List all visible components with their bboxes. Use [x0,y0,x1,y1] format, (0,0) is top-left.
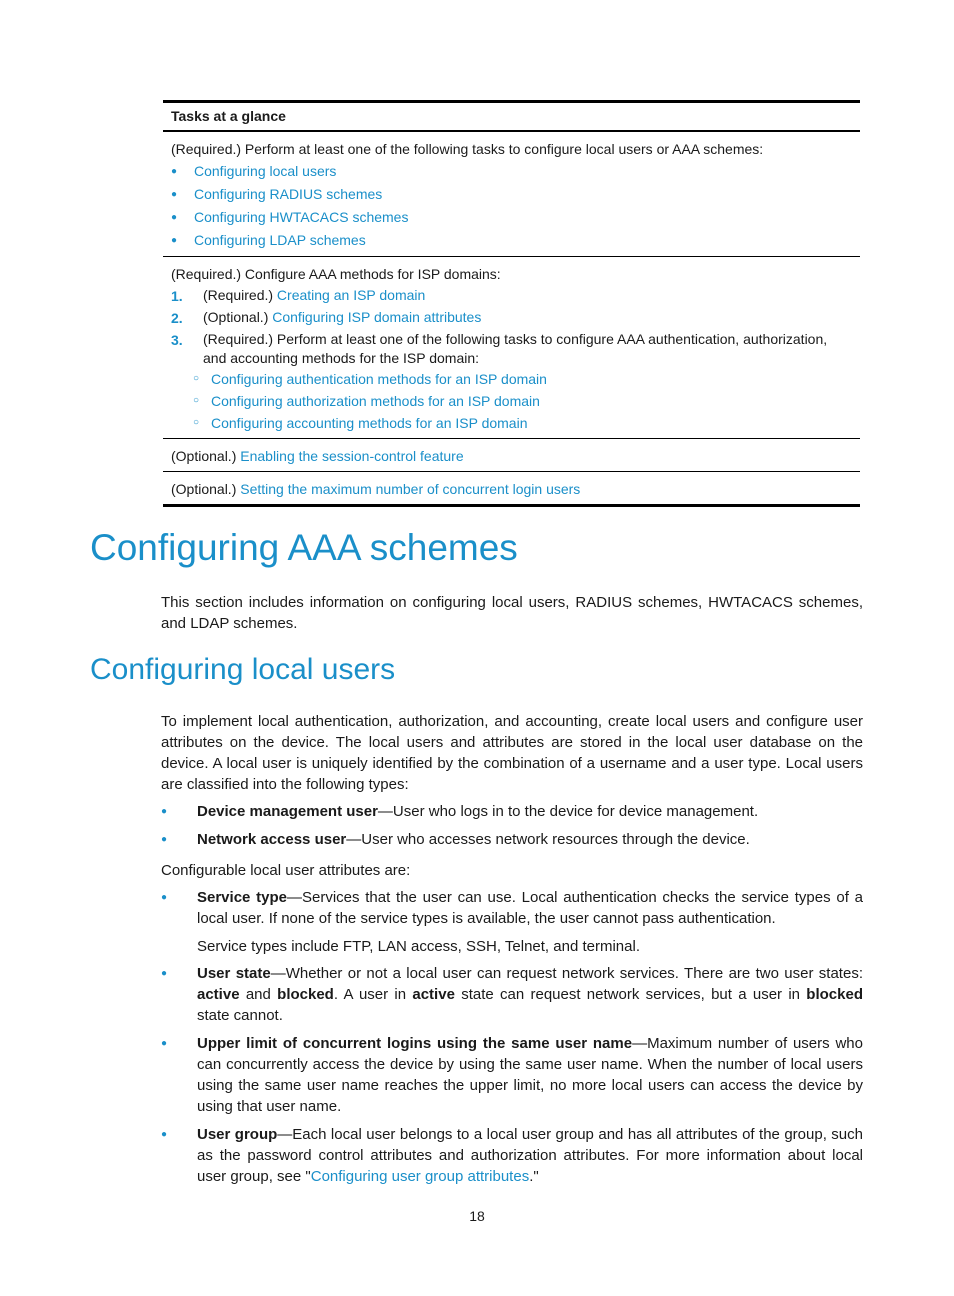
bullet-icon: ● [171,166,178,177]
definition: —User who accesses network resources through the device. [346,831,750,848]
link-authentication-methods[interactable]: Configuring authentication methods for an ISP domain [211,371,547,387]
definition: and [239,986,278,1003]
link-max-concurrent-login[interactable]: Setting the maximum number of concurrent login users [240,481,581,497]
definition: —Services that the user can use. Local authentication checks the service types of a local user. If none of the service types is available, the user cannot pass authentication. [197,889,863,927]
definition: —Maximum number of users who can concurrently access the device by using the same user name. When the number of local users using the same user name reaches the upper limit, no more local users can access the device by using that user name. [197,1035,863,1115]
section-intro: This section includes information on configuring local users, RADIUS schemes, HWTACACS schemes, and LDAP schemes. [161,594,863,632]
bullet-icon: ● [161,834,168,845]
term: Device management user [197,803,378,820]
link-authorization-methods[interactable]: Configuring authorization methods for an ISP domain [211,393,540,409]
tasks-table [163,100,860,507]
term: Network access user [197,831,347,848]
term: Service type [197,889,287,906]
paragraph: Configurable local user attributes are: [161,862,411,879]
bullet-icon: ● [161,1038,168,1049]
term: Upper limit of concurrent logins using the same user name [197,1035,633,1052]
definition: . A user in [333,986,413,1003]
bullet-icon: ● [161,968,168,979]
paragraph: To implement local authentication, authorization, and accounting, create local users and configure user attributes on the device. The local users and attributes are stored in the local user database on the device. A local user is uniquely identified by the combination of a username and a user type. Local users are classified into the following types: [161,713,863,793]
bullet-icon: ● [161,1129,168,1140]
circle-bullet-icon: ○ [193,373,200,384]
link-configuring-ldap-schemes[interactable]: Configuring LDAP schemes [194,232,366,248]
keyword: blocked [806,986,863,1003]
list-item [161,1124,863,1187]
section-title: Configuring AAA schemes [90,527,518,568]
page-number: 18 [469,1208,485,1224]
keyword: active [197,986,240,1003]
paragraph: Service types include FTP, LAN access, SSH, Telnet, and terminal. [197,938,640,955]
list-item [161,887,863,929]
step-prefix: (Required.) [203,287,277,303]
list-item [161,801,863,822]
definition: ." [529,1168,539,1185]
bullet-icon: ● [161,892,168,903]
link-creating-isp-domain[interactable]: Creating an ISP domain [276,287,426,303]
row-intro: (Required.) Perform at least one of the following tasks to configure local users or AAA schemes: [171,141,764,157]
table-row [163,257,860,439]
bullet-icon: ● [161,806,168,817]
link-isp-domain-attributes[interactable]: Configuring ISP domain attributes [272,309,482,325]
step-prefix: (Optional.) [203,309,273,325]
step-number: 3. [171,332,183,348]
link-session-control[interactable]: Enabling the session-control feature [240,448,464,464]
bullet-icon: ● [171,235,178,246]
list-item [161,963,863,1026]
circle-bullet-icon: ○ [193,395,200,406]
link-configuring-hwtacacs-schemes[interactable]: Configuring HWTACACS schemes [194,209,409,225]
step-number: 1. [171,288,183,304]
term: User group [197,1126,278,1143]
term: User state [197,965,271,982]
bullet-icon: ● [171,212,178,223]
definition: state can request network services, but a user in [454,986,807,1003]
list-item [161,829,863,850]
table-row [163,439,860,472]
link-accounting-methods[interactable]: Configuring accounting methods for an ISP domain [211,415,528,431]
row-intro: (Required.) Configure AAA methods for ISP domains: [171,266,501,282]
circle-bullet-icon: ○ [193,417,200,428]
keyword: active [412,986,455,1003]
definition: —User who logs in to the device for device management. [377,803,759,820]
link-configuring-local-users[interactable]: Configuring local users [194,163,337,179]
link-user-group-attributes[interactable]: Configuring user group attributes [310,1168,530,1185]
step-text: (Required.) Perform at least one of the following tasks to configure AAA authentication, authorization, and accounting methods for the ISP domain: [203,331,828,366]
table-row [163,132,860,257]
step-number: 2. [171,310,183,326]
row-prefix: (Optional.) [171,481,241,497]
definition: —Each local user belongs to a local user group and has all attributes of the group, such as the password control attributes and authorization attributes. For more information about local user group, see " [197,1126,863,1185]
definition: —Whether or not a local user can request network services. There are two user states: [270,965,863,982]
definition: state cannot. [197,1007,283,1024]
list-item [161,1033,863,1117]
keyword: blocked [277,986,334,1003]
row-prefix: (Optional.) [171,448,241,464]
table-row [163,472,860,507]
link-configuring-radius-schemes[interactable]: Configuring RADIUS schemes [194,186,383,202]
table-header: Tasks at a glance [163,103,860,132]
bullet-icon: ● [171,189,178,200]
subsection-title: Configuring local users [90,653,396,686]
